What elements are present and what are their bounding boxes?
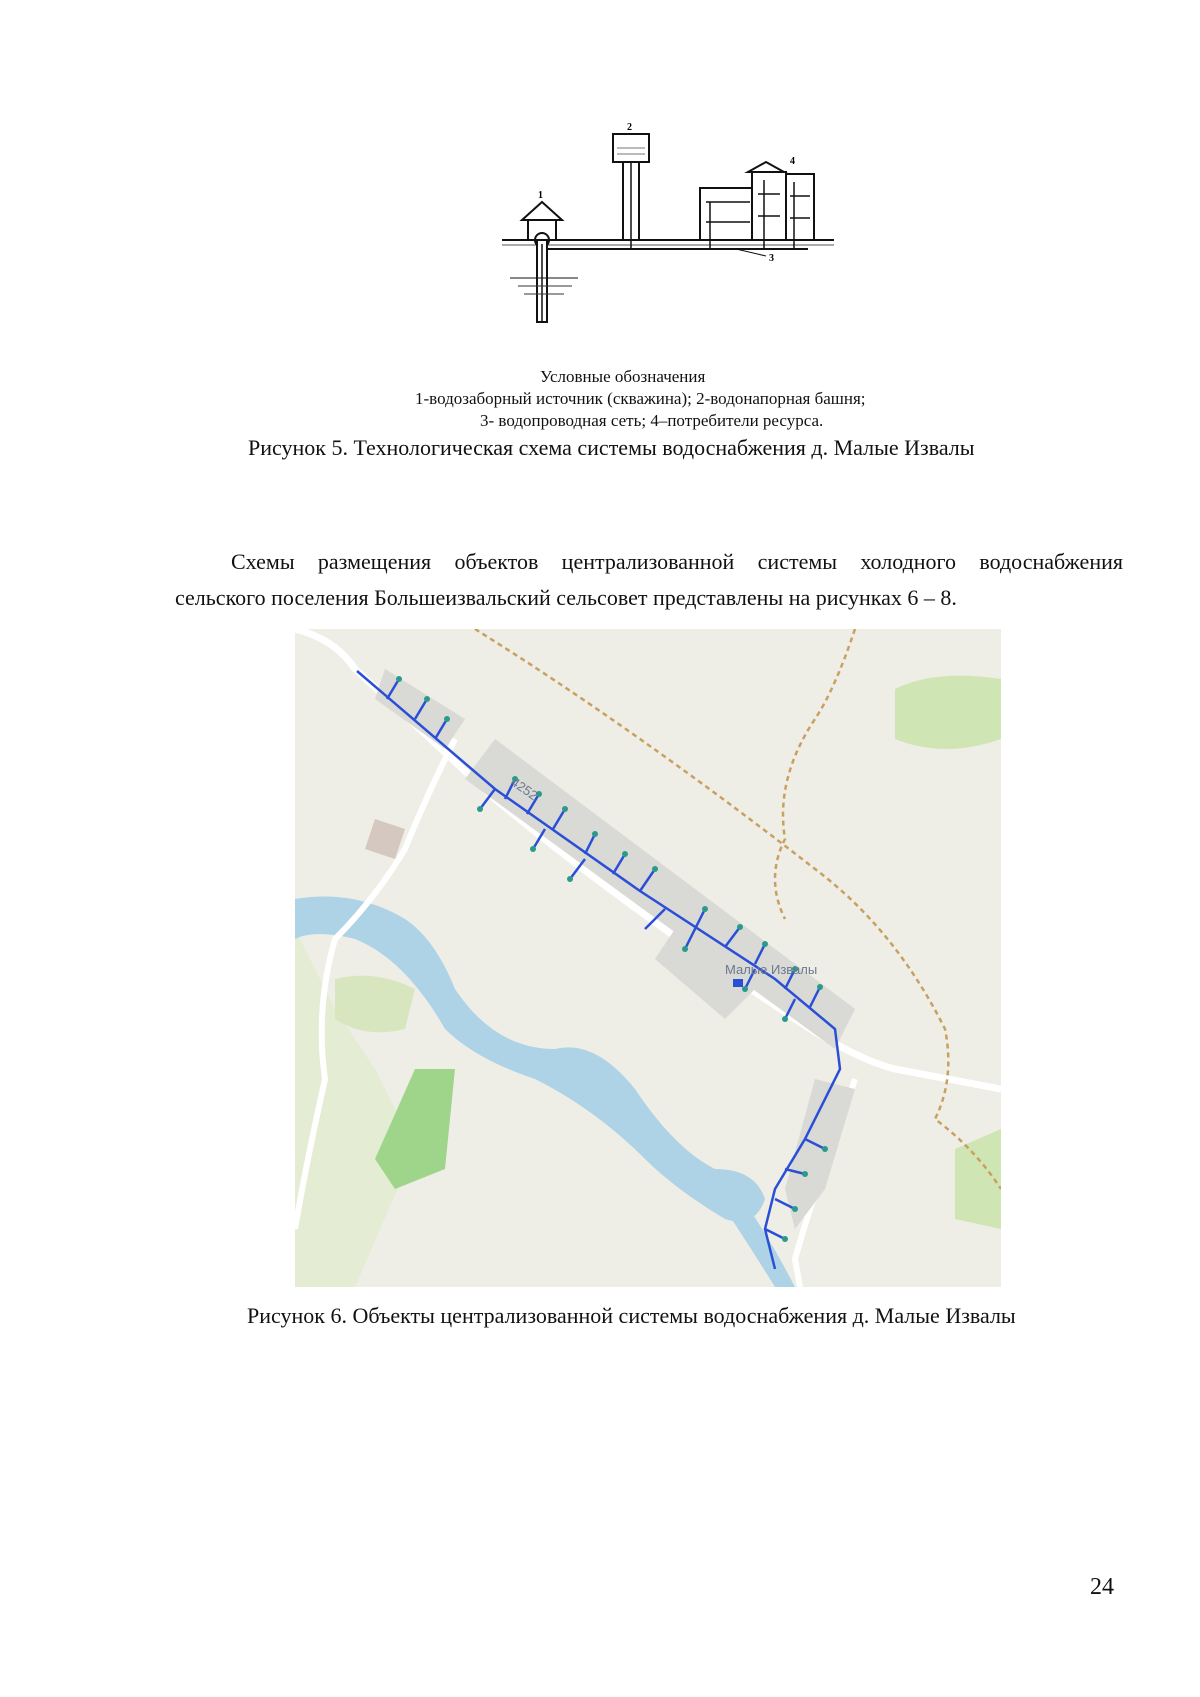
legend-title: Условные обозначения bbox=[540, 367, 706, 386]
body-paragraph-line-2: сельского поселения Большеизвальский сельсовет представлены на рисунках 6 – 8. bbox=[175, 585, 957, 610]
page-number: 24 bbox=[1090, 1574, 1114, 1600]
green-area-ne bbox=[895, 676, 1001, 749]
water-tower-icon bbox=[613, 134, 649, 249]
pipe-label: 4252 bbox=[508, 774, 541, 804]
label-well: 1 bbox=[538, 190, 543, 201]
well-icon bbox=[510, 202, 578, 322]
village-label: Малые Извалы bbox=[725, 962, 818, 977]
figure-6-caption: Рисунок 6. Объекты централизованной системы водоснабжения д. Малые Извалы bbox=[247, 1303, 1016, 1328]
label-consumers: 4 bbox=[790, 156, 795, 167]
label-tower: 2 bbox=[627, 122, 632, 133]
body-paragraph-line-1: Схемы размещения объектов централизованной системы холодного водоснабжения bbox=[231, 549, 1123, 574]
village-water-map bbox=[295, 629, 1001, 1287]
green-area-w bbox=[335, 976, 415, 1033]
water-tower-marker bbox=[733, 979, 743, 987]
water-supply-scheme bbox=[498, 118, 838, 350]
legend-line-1: 1-водозаборный источник (скважина); 2-водонапорная башня; bbox=[415, 389, 866, 408]
legend-line-2: 3- водопроводная сеть; 4–потребители ресурса. bbox=[480, 411, 824, 430]
consumers-icon bbox=[700, 162, 814, 249]
label-network: 3 bbox=[769, 253, 774, 264]
figure-5-caption: Рисунок 5. Технологическая схема системы водоснабжения д. Малые Извалы bbox=[248, 435, 975, 460]
